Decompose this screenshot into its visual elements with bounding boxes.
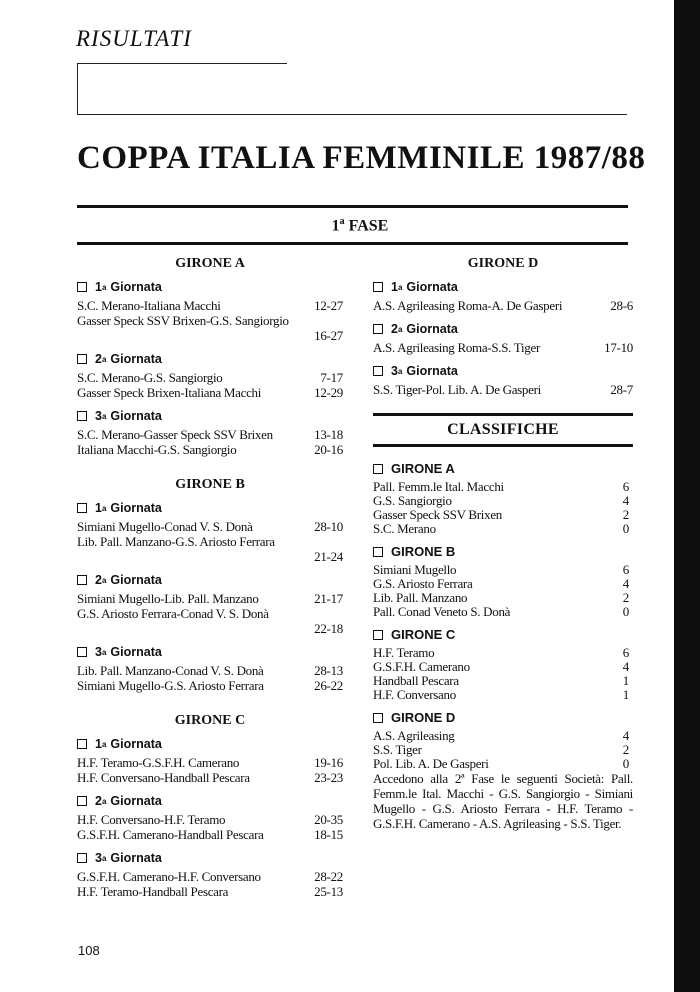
match-teams: H.F. Teramo-Handball Pescara xyxy=(77,884,229,899)
round-heading xyxy=(77,645,343,659)
match-row xyxy=(77,606,343,636)
standings-points: 1 xyxy=(622,687,629,702)
round-heading xyxy=(373,322,633,336)
match-score: 28-22 xyxy=(314,869,343,884)
standings-row xyxy=(373,646,633,660)
match-row xyxy=(373,340,633,355)
standings-row xyxy=(373,729,633,743)
standings-row xyxy=(373,563,633,577)
group-d-results xyxy=(373,256,633,397)
standings-bottom-rule xyxy=(373,444,633,447)
standings-group-name: GIRONE D xyxy=(391,710,456,725)
standings-team: A.S. Agrileasing xyxy=(373,728,455,743)
qualification-note: Accedono alla 2ª Fase le seguenti Società: Pall. Femm.le Ital. Macchi - G.S. Sangiorgio - Simiani Mugello - G.S. Ariosto Ferrara - H.F. Teramo - G.S.F.H. Camerano - A.S. Agrileasing - S.S. Tiger. xyxy=(373,771,633,831)
standings-team: Handball Pescara xyxy=(373,673,459,688)
phase-heading xyxy=(0,216,700,235)
standings-team: G.S. Ariosto Ferrara xyxy=(373,576,473,591)
match-score: 21-24 xyxy=(314,549,343,564)
match-teams: S.S. Tiger-Pol. Lib. A. De Gasperi xyxy=(373,382,541,397)
standings-group-heading xyxy=(373,544,633,559)
match-row xyxy=(77,678,343,693)
standings-row xyxy=(373,522,633,536)
match-score: 20-35 xyxy=(314,812,343,827)
standings-row xyxy=(373,591,633,605)
group-title: GIRONE B xyxy=(175,477,245,492)
match-teams: G.S.F.H. Camerano-H.F. Conversano xyxy=(77,869,261,884)
round-suffix: a xyxy=(101,354,107,364)
match-teams: Simiani Mugello-G.S. Ariosto Ferrara xyxy=(77,678,264,693)
match-row xyxy=(77,827,343,842)
standings-group-heading xyxy=(373,710,633,725)
round-heading xyxy=(77,501,343,515)
page-title: COPPA ITALIA FEMMINILE 1987/88 xyxy=(77,140,646,176)
standings-row xyxy=(373,674,633,688)
checkbox-square-icon xyxy=(77,647,87,657)
match-score-line xyxy=(77,549,343,564)
page-number: 108 xyxy=(78,943,100,958)
match-row xyxy=(77,770,343,785)
standings-top-rule xyxy=(373,413,633,416)
round-label: Giornata xyxy=(110,501,162,515)
round-number: 1 xyxy=(95,280,102,294)
group-title: GIRONE A xyxy=(175,256,245,271)
round-suffix: a xyxy=(101,503,107,513)
round-heading xyxy=(77,794,343,808)
header-frame-left-rule xyxy=(77,63,78,114)
match-teams: H.F. Teramo-G.S.F.H. Camerano xyxy=(77,755,240,770)
match-score: 28-7 xyxy=(610,382,633,397)
match-row xyxy=(77,869,343,884)
match-score: 12-27 xyxy=(314,298,343,313)
binding-edge-shadow xyxy=(674,0,700,992)
standings-team: S.C. Merano xyxy=(373,521,436,536)
round-heading xyxy=(373,364,633,378)
round-label: Giornata xyxy=(406,280,458,294)
standings-points: 4 xyxy=(622,493,629,508)
checkbox-square-icon xyxy=(373,464,383,474)
header-frame-bottom-rule xyxy=(77,114,627,115)
round-label: Giornata xyxy=(406,364,458,378)
phase-label: FASE xyxy=(348,217,389,235)
standings-points: 2 xyxy=(622,507,629,522)
standings-group-name: GIRONE B xyxy=(391,544,456,559)
checkbox-square-icon xyxy=(77,796,87,806)
phase-number: 1 xyxy=(331,217,340,235)
round-suffix: a xyxy=(101,411,107,421)
standings-row xyxy=(373,688,633,702)
round-suffix: a xyxy=(397,324,403,334)
section-header: RISULTATI xyxy=(76,26,192,51)
match-teams: H.F. Conversano-H.F. Teramo xyxy=(77,812,226,827)
standings-row xyxy=(373,494,633,508)
standings-points: 4 xyxy=(622,659,629,674)
header-frame-top-rule xyxy=(77,63,287,64)
match-teams: A.S. Agrileasing Roma-S.S. Tiger xyxy=(373,340,541,355)
round-number: 1 xyxy=(95,737,102,751)
round-heading xyxy=(77,280,343,294)
standings-row xyxy=(373,660,633,674)
standings-team: G.S.F.H. Camerano xyxy=(373,659,470,674)
standings-points: 0 xyxy=(622,756,629,771)
round-suffix: a xyxy=(397,282,403,292)
round-heading xyxy=(373,280,633,294)
match-row xyxy=(77,812,343,827)
match-row xyxy=(77,442,343,457)
match-row xyxy=(77,370,343,385)
round-number: 1 xyxy=(391,280,398,294)
round-suffix: a xyxy=(101,739,107,749)
round-heading xyxy=(77,409,343,423)
match-teams: A.S. Agrileasing Roma-A. De Gasperi xyxy=(373,298,563,313)
standings-group-name: GIRONE A xyxy=(391,461,455,476)
checkbox-square-icon xyxy=(77,853,87,863)
standings-row xyxy=(373,577,633,591)
match-teams: Italiana Macchi-G.S. Sangiorgio xyxy=(77,442,237,457)
standings-row xyxy=(373,605,633,619)
match-teams: Gasser Speck Brixen-Italiana Macchi xyxy=(77,385,262,400)
match-row xyxy=(77,884,343,899)
round-number: 3 xyxy=(95,851,102,865)
match-teams: S.C. Merano-Gasser Speck SSV Brixen xyxy=(77,427,273,442)
round-number: 2 xyxy=(95,573,102,587)
match-score: 28-13 xyxy=(314,663,343,678)
checkbox-square-icon xyxy=(373,630,383,640)
match-row xyxy=(77,427,343,442)
match-score: 20-16 xyxy=(314,442,343,457)
match-score: 12-29 xyxy=(314,385,343,400)
match-score: 21-17 xyxy=(314,591,343,606)
checkbox-square-icon xyxy=(77,282,87,292)
match-score: 28-6 xyxy=(610,298,633,313)
standings-points: 6 xyxy=(622,645,629,660)
standings-points: 0 xyxy=(622,604,629,619)
match-teams: Lib. Pall. Manzano-G.S. Ariosto Ferrara xyxy=(77,534,275,549)
match-teams: S.C. Merano-G.S. Sangiorgio xyxy=(77,370,223,385)
match-teams: Gasser Speck SSV Brixen-G.S. Sangiorgio xyxy=(77,313,289,328)
round-label: Giornata xyxy=(110,352,162,366)
checkbox-square-icon xyxy=(373,713,383,723)
round-suffix: a xyxy=(101,853,107,863)
round-suffix: a xyxy=(101,647,107,657)
standings-team: Simiani Mugello xyxy=(373,562,457,577)
standings-row xyxy=(373,743,633,757)
match-score: 18-15 xyxy=(314,827,343,842)
round-label: Giornata xyxy=(110,280,162,294)
match-score: 25-13 xyxy=(314,884,343,899)
match-score-line xyxy=(77,621,343,636)
match-row xyxy=(77,591,343,606)
checkbox-square-icon xyxy=(373,282,383,292)
round-number: 1 xyxy=(95,501,102,515)
checkbox-square-icon xyxy=(77,354,87,364)
left-column xyxy=(77,256,343,899)
standings-points: 1 xyxy=(622,673,629,688)
match-row xyxy=(77,298,343,313)
group-title: GIRONE D xyxy=(467,256,539,271)
round-suffix: a xyxy=(101,796,107,806)
standings-team: G.S. Sangiorgio xyxy=(373,493,452,508)
round-suffix: a xyxy=(101,282,107,292)
standings-row xyxy=(373,757,633,771)
match-teams: H.F. Conversano-Handball Pescara xyxy=(77,770,250,785)
round-label: Giornata xyxy=(110,794,162,808)
standings-group-name: GIRONE C xyxy=(391,627,456,642)
standings-group-heading xyxy=(373,627,633,642)
standings-row xyxy=(373,480,633,494)
match-row xyxy=(373,298,633,313)
round-number: 2 xyxy=(391,322,398,336)
checkbox-square-icon xyxy=(77,739,87,749)
match-teams: Simiani Mugello-Lib. Pall. Manzano xyxy=(77,591,259,606)
match-score: 22-18 xyxy=(314,621,343,636)
phase-bottom-rule xyxy=(77,242,628,245)
standings-points: 4 xyxy=(622,576,629,591)
checkbox-square-icon xyxy=(77,503,87,513)
standings-team: Pall. Femm.le Ital. Macchi xyxy=(373,479,504,494)
round-number: 3 xyxy=(95,645,102,659)
standings-group-heading xyxy=(373,461,633,476)
standings-points: 4 xyxy=(622,728,629,743)
standings-team: H.F. Teramo xyxy=(373,645,435,660)
phase-suffix: a xyxy=(339,216,345,227)
match-teams: S.C. Merano-Italiana Macchi xyxy=(77,298,221,313)
round-suffix: a xyxy=(101,575,107,585)
round-label: Giornata xyxy=(110,645,162,659)
match-row xyxy=(77,534,343,564)
match-score: 26-22 xyxy=(314,678,343,693)
round-number: 3 xyxy=(95,409,102,423)
round-label: Giornata xyxy=(110,409,162,423)
right-column xyxy=(373,256,633,831)
match-score-line xyxy=(77,328,343,343)
round-heading xyxy=(77,573,343,587)
standings-points: 6 xyxy=(622,479,629,494)
round-suffix: a xyxy=(397,366,403,376)
match-row xyxy=(77,519,343,534)
round-heading xyxy=(77,851,343,865)
match-row xyxy=(77,755,343,770)
standings-team: Lib. Pall. Manzano xyxy=(373,590,468,605)
round-label: Giornata xyxy=(110,851,162,865)
standings-team: Gasser Speck SSV Brixen xyxy=(373,507,502,522)
match-score: 23-23 xyxy=(314,770,343,785)
standings-row xyxy=(373,508,633,522)
standings-tables xyxy=(373,461,633,771)
match-score: 13-18 xyxy=(314,427,343,442)
round-label: Giornata xyxy=(110,737,162,751)
standings-points: 6 xyxy=(622,562,629,577)
match-score: 19-16 xyxy=(314,755,343,770)
match-score: 16-27 xyxy=(314,328,343,343)
match-teams: G.S.F.H. Camerano-Handball Pescara xyxy=(77,827,264,842)
standings-team: Pall. Conad Veneto S. Donà xyxy=(373,604,511,619)
match-row xyxy=(373,382,633,397)
phase-top-rule xyxy=(77,205,628,208)
standings-team: S.S. Tiger xyxy=(373,742,422,757)
standings-team: H.F. Conversano xyxy=(373,687,456,702)
standings-points: 2 xyxy=(622,590,629,605)
checkbox-square-icon xyxy=(77,411,87,421)
standings-points: 0 xyxy=(622,521,629,536)
group-title: GIRONE C xyxy=(174,713,246,728)
match-score: 7-17 xyxy=(320,370,343,385)
match-score: 28-10 xyxy=(314,519,343,534)
match-row xyxy=(77,385,343,400)
round-label: Giornata xyxy=(110,573,162,587)
round-heading xyxy=(77,352,343,366)
match-row xyxy=(77,313,343,343)
checkbox-square-icon xyxy=(373,547,383,557)
match-score: 17-10 xyxy=(604,340,633,355)
standings-team: Pol. Lib. A. De Gasperi xyxy=(373,756,489,771)
checkbox-square-icon xyxy=(77,575,87,585)
match-teams: Lib. Pall. Manzano-Conad V. S. Donà xyxy=(77,663,264,678)
standings-title: CLASSIFICHE xyxy=(447,421,559,438)
standings-points: 2 xyxy=(622,742,629,757)
round-label: Giornata xyxy=(406,322,458,336)
round-number: 3 xyxy=(391,364,398,378)
checkbox-square-icon xyxy=(373,324,383,334)
round-number: 2 xyxy=(95,352,102,366)
checkbox-square-icon xyxy=(373,366,383,376)
match-row xyxy=(77,663,343,678)
round-heading xyxy=(77,737,343,751)
match-teams: G.S. Ariosto Ferrara-Conad V. S. Donà xyxy=(77,606,269,621)
round-number: 2 xyxy=(95,794,102,808)
match-teams: Simiani Mugello-Conad V. S. Donà xyxy=(77,519,253,534)
